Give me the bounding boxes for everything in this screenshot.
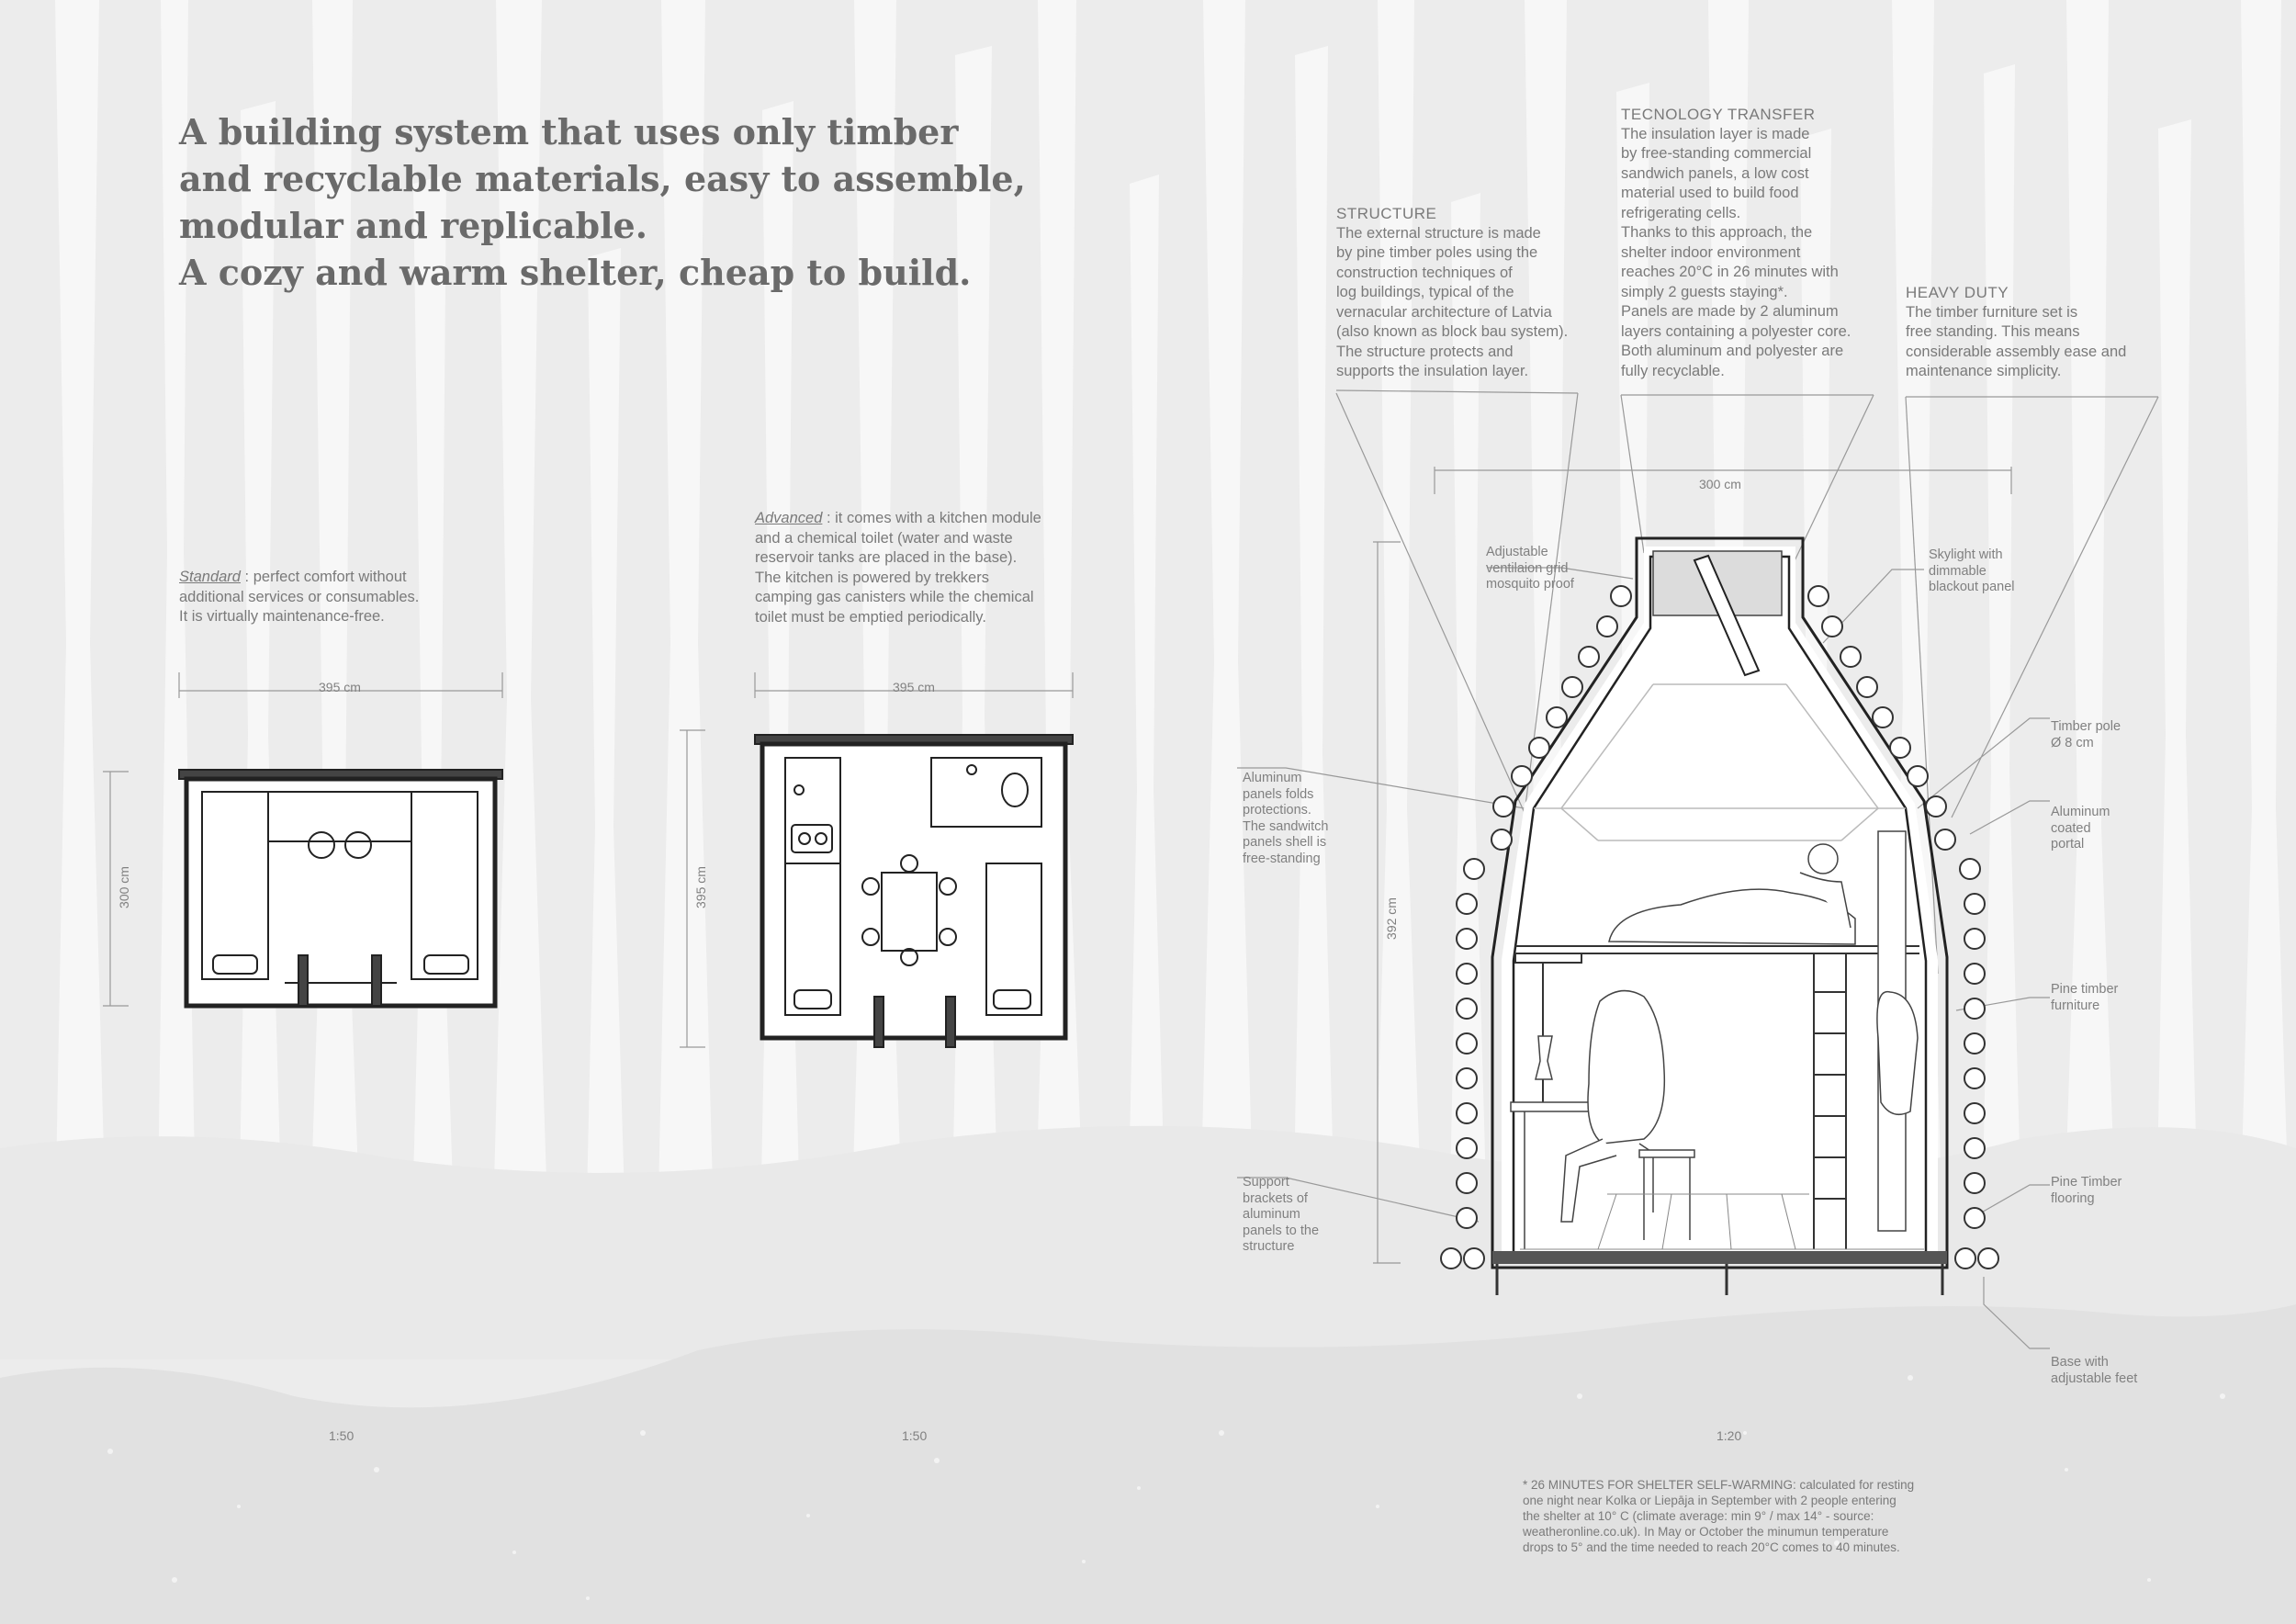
label-line: Support [1243, 1175, 1289, 1190]
label-line: The sandwitch [1243, 818, 1329, 834]
footnote-line: the shelter at 10° C (climate average: min 9° / max 14° - source: [1523, 1509, 1874, 1523]
label-line: aluminum [1243, 1207, 1300, 1222]
advanced-text: The kitchen is powered by trekkers [755, 569, 989, 586]
label-line: dimmable [1929, 563, 1986, 579]
structure-title: STRUCTURE [1336, 205, 1437, 222]
heavy-duty-text: free standing. This means [1906, 323, 2080, 340]
label-line: portal [2051, 837, 2085, 851]
label-line: blackout panel [1929, 580, 2015, 594]
footnote-line: one night near Kolka or Liepāja in September with 2 people entering [1523, 1494, 1896, 1507]
dim-advanced-width: 395 cm [893, 680, 935, 694]
technology-text: simply 2 guests staying*. [1621, 283, 1788, 300]
label-line: flooring [2051, 1190, 2095, 1206]
scale-advanced: 1:50 [902, 1428, 928, 1443]
advanced-text: toilet must be emptied periodically. [755, 608, 986, 626]
label-line: Pine timber [2051, 982, 2119, 997]
scale-standard: 1:50 [329, 1428, 355, 1443]
label-line: Aluminum [2051, 805, 2110, 819]
structure-text: The external structure is made [1336, 224, 1541, 242]
technology-text: reaches 20°C in 26 minutes with [1621, 264, 1839, 280]
heavy-duty-title: HEAVY DUTY [1906, 284, 2009, 301]
structure-text: (also known as block bau system). [1336, 323, 1569, 340]
label-line: Ø 8 cm [2051, 735, 2094, 750]
advanced-text: and a chemical toilet (water and waste [755, 529, 1013, 547]
label-line: Adjustable [1486, 545, 1548, 559]
advanced-description [755, 509, 1041, 627]
standard-text: additional services or consumables. [179, 588, 420, 605]
footnote-line: drops to 5° and the time needed to reach 20°C comes to 40 minutes. [1523, 1540, 1900, 1554]
label-portal [2051, 805, 2110, 853]
technology-text: material used to build food [1621, 185, 1799, 201]
standard-floor-plan [179, 770, 502, 1006]
heavy-duty-text: maintenance simplicity. [1906, 363, 2062, 379]
cross-section [1441, 538, 1998, 1295]
technology-text: Panels are made by 2 aluminum [1621, 303, 1839, 320]
label-flooring [2051, 1175, 2122, 1207]
standard-text: : perfect comfort without [240, 569, 407, 585]
label-ventilation [1486, 545, 1574, 593]
advanced-text: : it comes with a kitchen module [822, 510, 1041, 526]
heavy-duty-text: The timber furniture set is [1906, 303, 2078, 321]
structure-text: by pine timber poles using the [1336, 244, 1538, 261]
label-line: coated [2051, 820, 2091, 836]
footnote-line: * 26 MINUTES FOR SHELTER SELF-WARMING: calculated for resting [1523, 1478, 1915, 1492]
advanced-text: reservoir tanks are placed in the base). [755, 549, 1018, 566]
dim-standard-height: 300 cm [116, 866, 131, 908]
headline-line: and recyclable materials, easy to assemble, [179, 158, 1026, 199]
label-line: panels to the [1243, 1223, 1320, 1238]
structure-text: vernacular architecture of Latvia [1336, 303, 1552, 321]
label-line: Base with [2051, 1355, 2109, 1370]
label-timber-pole [2051, 719, 2121, 751]
footnote-line: weatheronline.co.uk). In May or October the minumun temperature [1523, 1525, 1889, 1539]
label-line: protections. [1243, 803, 1311, 818]
dim-section-height: 392 cm [1383, 897, 1399, 940]
advanced-label: Advanced [755, 510, 823, 526]
technology-text: layers containing a polyester core. [1621, 322, 1851, 340]
label-line: furniture [2051, 998, 2100, 1013]
dim-standard-width: 395 cm [319, 680, 361, 694]
advanced-text: camping gas canisters while the chemical [755, 589, 1034, 605]
technology-text: shelter indoor environment [1621, 243, 1801, 261]
structure-text: The structure protects and [1336, 343, 1514, 360]
technology-text: Thanks to this approach, the [1621, 224, 1813, 241]
label-line: free-standing [1243, 851, 1321, 866]
standard-label: Standard [179, 569, 241, 585]
label-line: adjustable feet [2051, 1370, 2138, 1386]
technology-text: The insulation layer is made [1621, 125, 1810, 142]
headline-line: modular and replicable. [179, 205, 647, 246]
advanced-floor-plan [755, 735, 1073, 1047]
structure-text: construction techniques of [1336, 264, 1513, 281]
technology-text: sandwich panels, a low cost [1621, 164, 1809, 182]
structure-note [1336, 204, 1568, 382]
label-line: brackets of [1243, 1190, 1308, 1206]
label-line: Timber pole [2051, 719, 2122, 734]
label-line: Pine Timber [2051, 1175, 2122, 1190]
label-skylight [1929, 547, 2015, 596]
dim-advanced-height: 395 cm [692, 866, 708, 908]
label-furniture [2051, 982, 2118, 1014]
label-panels [1243, 771, 1329, 867]
standard-text: It is virtually maintenance-free. [179, 608, 385, 625]
scale-section: 1:20 [1716, 1428, 1742, 1443]
headline [179, 108, 1026, 296]
technology-text: by free-standing commercial [1621, 145, 1812, 162]
technology-note [1621, 105, 1851, 381]
headline-line: A building system that uses only timber [179, 111, 959, 152]
label-line: mosquito proof [1486, 577, 1574, 592]
label-line: structure [1243, 1239, 1295, 1254]
heavy-duty-note [1906, 283, 2126, 382]
label-base [2051, 1355, 2137, 1387]
label-brackets [1243, 1175, 1319, 1256]
standard-description [179, 568, 419, 627]
footnote [1523, 1477, 1954, 1555]
technology-text: fully recyclable. [1621, 362, 1725, 379]
technology-text: refrigerating cells. [1621, 204, 1741, 221]
label-line: panels folds [1243, 786, 1314, 802]
structure-text: log buildings, typical of the [1336, 284, 1514, 300]
technology-title: TECNOLOGY TRANSFER [1621, 106, 1816, 123]
label-line: ventilaion grid [1486, 560, 1569, 576]
headline-line: A cozy and warm shelter, cheap to build. [179, 252, 972, 293]
structure-text: supports the insulation layer. [1336, 363, 1529, 379]
technology-text: Both aluminum and polyester are [1621, 343, 1844, 359]
label-line: panels shell is [1243, 835, 1327, 850]
label-line: Skylight with [1929, 547, 2003, 562]
label-line: Aluminum [1243, 771, 1302, 785]
heavy-duty-text: considerable assembly ease and [1906, 343, 2127, 360]
dim-section-width: 300 cm [1699, 477, 1741, 491]
